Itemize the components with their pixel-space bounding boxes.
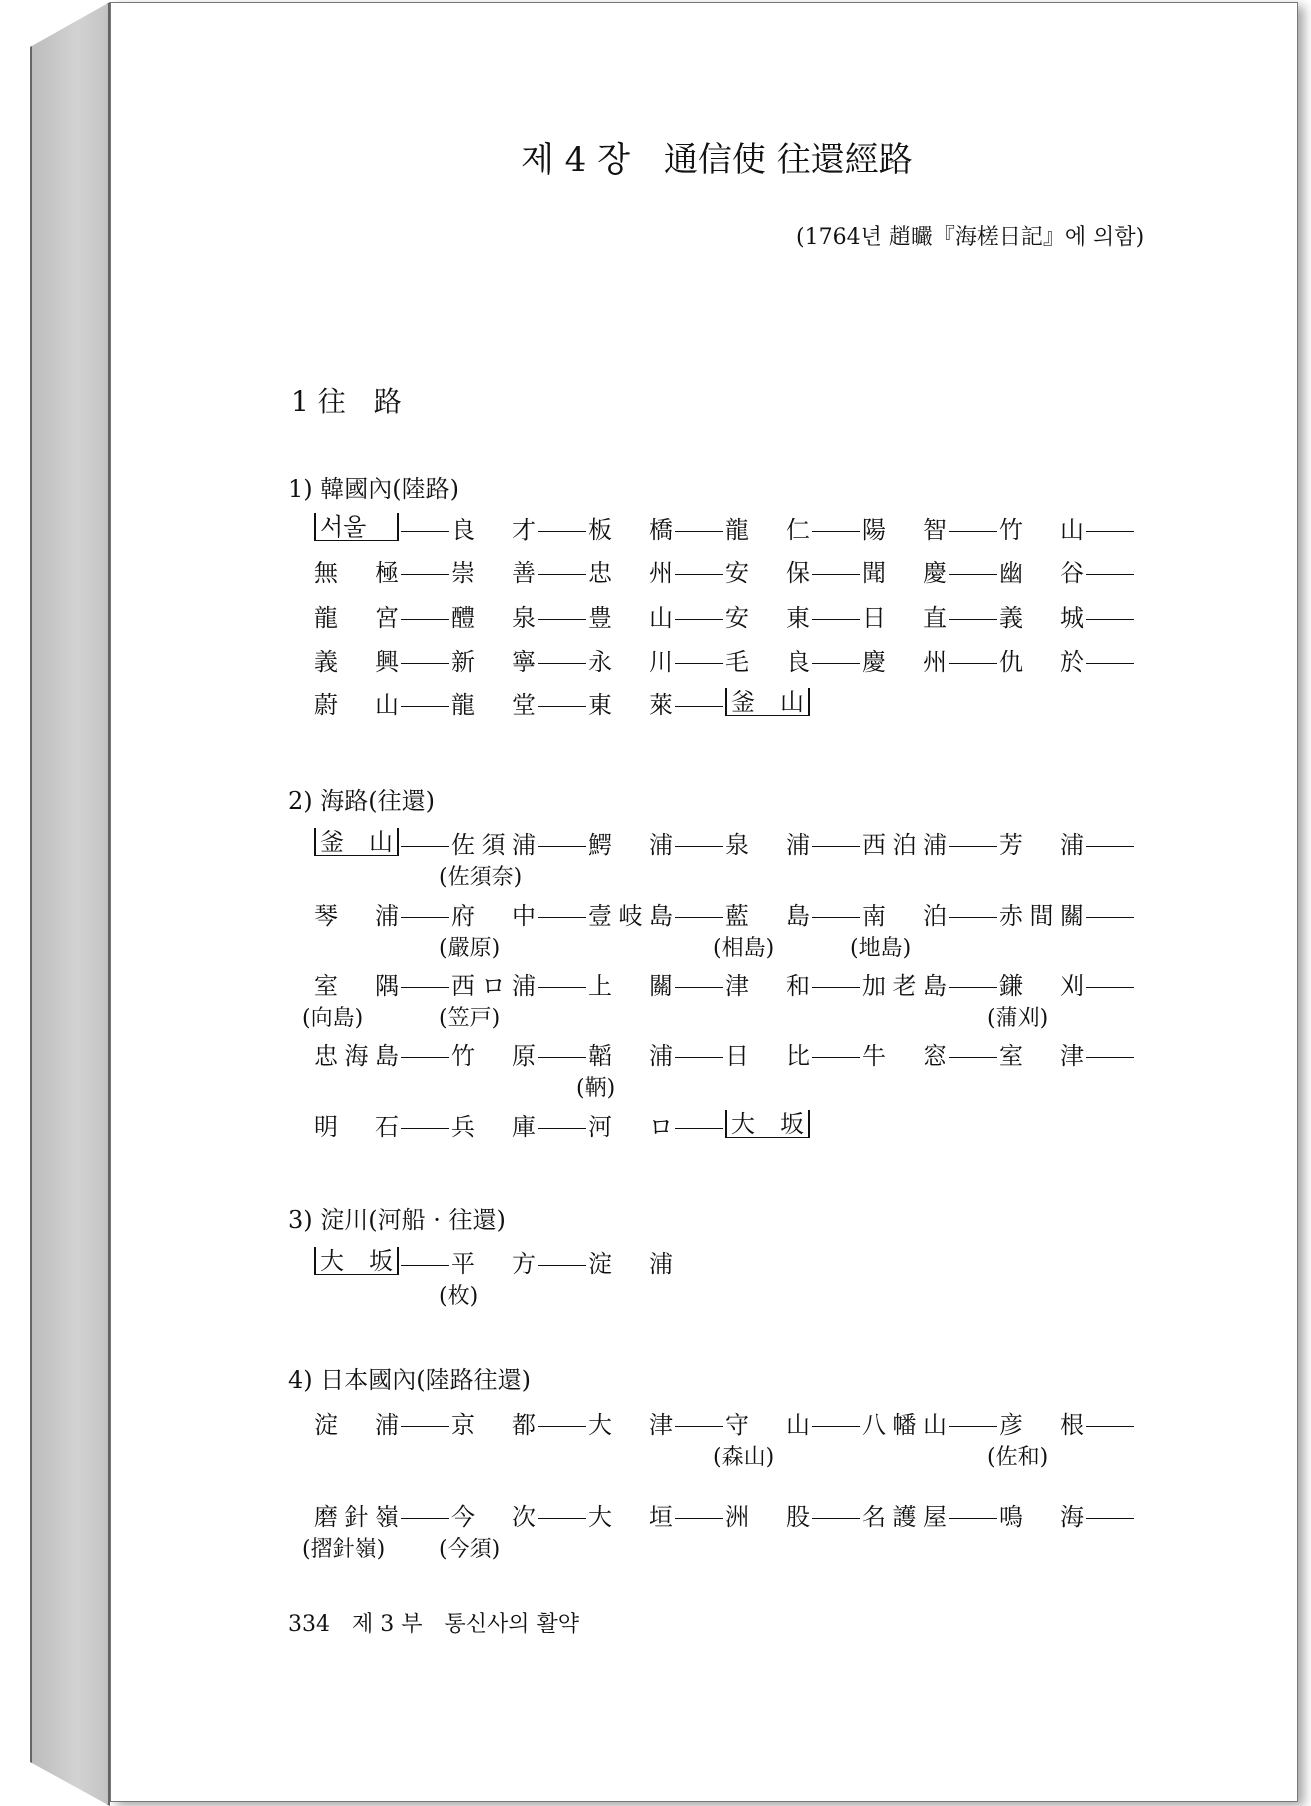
place-name: 大津 — [588, 1411, 673, 1439]
place-name: 壹岐島 — [588, 902, 673, 930]
place-name: 津和 — [725, 972, 810, 1000]
route-row — [302, 1503, 1254, 1562]
place-alt-name: (森山) — [713, 1445, 775, 1470]
place-name: 安東 — [725, 604, 810, 632]
place-alt-name: (佐和) — [987, 1445, 1049, 1470]
place-alt-name: (嚴原) — [439, 936, 501, 961]
place-name: 板橋 — [588, 516, 673, 544]
route-connector-line — [949, 987, 997, 988]
route-connector-line — [812, 531, 860, 532]
route-connector-line — [401, 846, 449, 847]
route-row — [302, 972, 1254, 1031]
place-name: 上關 — [588, 972, 673, 1000]
route-connector-line — [949, 531, 997, 532]
place-name: 醴泉 — [451, 604, 536, 632]
document-page — [110, 2, 1298, 1802]
route-connector-line — [538, 531, 586, 532]
route-connector-line — [538, 1057, 586, 1058]
route-connector-line — [401, 574, 449, 575]
route-row — [314, 1411, 1254, 1470]
place-name: 守山 — [725, 1411, 810, 1439]
place-name: 東萊 — [588, 691, 673, 719]
place-alt-name: (相島) — [713, 936, 775, 961]
subsection-heading: 1) 韓國內(陸路) — [288, 475, 459, 503]
route-connector-line — [538, 574, 586, 575]
route-connector-line — [812, 917, 860, 918]
route-connector-line — [1086, 1057, 1134, 1058]
route-connector-line — [538, 846, 586, 847]
place-name: 淀浦 — [588, 1250, 673, 1278]
place-name: 仇於 — [999, 648, 1084, 676]
place-name: 日直 — [862, 604, 947, 632]
place-name: 蔚山 — [314, 691, 399, 719]
route-connector-line — [1086, 663, 1134, 664]
place-name: 大垣 — [588, 1503, 673, 1531]
place-name: 兵庫 — [451, 1113, 536, 1141]
route-connector-line — [401, 663, 449, 664]
place-name: 室隅 — [314, 972, 399, 1000]
place-name: 忠州 — [588, 559, 673, 587]
place-name: 竹山 — [999, 516, 1084, 544]
route-connector-line — [1086, 917, 1134, 918]
place-name: 韜浦 — [588, 1042, 673, 1070]
route-row — [314, 902, 1254, 961]
boxed-place-name: 大坂 — [725, 1110, 810, 1138]
route-connector-line — [812, 1426, 860, 1427]
place-name: 芳浦 — [999, 831, 1084, 859]
subsection-heading: 4) 日本國內(陸路往還) — [288, 1366, 531, 1394]
place-name: 泉浦 — [725, 831, 810, 859]
route-connector-line — [401, 1265, 449, 1266]
route-connector-line — [675, 1426, 723, 1427]
route-connector-line — [675, 1128, 723, 1129]
place-name: 鎌刈 — [999, 972, 1084, 1000]
place-alt-name: (向島) — [302, 1006, 364, 1031]
route-connector-line — [812, 619, 860, 620]
route-connector-line — [1086, 1426, 1134, 1427]
boxed-place-name: 서울 — [314, 513, 399, 541]
route-connector-line — [1086, 846, 1134, 847]
place-name: 良才 — [451, 516, 536, 544]
place-name: 義興 — [314, 648, 399, 676]
route-row — [314, 1042, 1254, 1101]
place-name: 龍仁 — [725, 516, 810, 544]
place-name: 龍堂 — [451, 691, 536, 719]
boxed-place-name: 大坂 — [314, 1247, 399, 1275]
route-connector-line — [538, 1128, 586, 1129]
route-connector-line — [401, 1518, 449, 1519]
place-name: 毛良 — [725, 648, 810, 676]
route-connector-line — [812, 574, 860, 575]
place-name: 洲股 — [725, 1503, 810, 1531]
route-connector-line — [401, 1426, 449, 1427]
route-connector-line — [538, 917, 586, 918]
place-name: 慶州 — [862, 648, 947, 676]
place-name: 府中 — [451, 902, 536, 930]
place-alt-name: (摺針嶺) — [302, 1537, 386, 1562]
place-alt-name: (今須) — [439, 1537, 501, 1562]
route-connector-line — [812, 663, 860, 664]
place-name: 竹原 — [451, 1042, 536, 1070]
place-name: 明石 — [314, 1113, 399, 1141]
place-alt-name: (鞆) — [576, 1076, 616, 1101]
boxed-place-name: 釜山 — [725, 688, 810, 716]
place-name: 龍宮 — [314, 604, 399, 632]
place-name: 永川 — [588, 648, 673, 676]
place-name: 聞慶 — [862, 559, 947, 587]
place-alt-name: (地島) — [850, 936, 912, 961]
place-name: 牛窓 — [862, 1042, 947, 1070]
place-name: 藍島 — [725, 902, 810, 930]
route-connector-line — [812, 987, 860, 988]
route-connector-line — [675, 917, 723, 918]
place-name: 崇善 — [451, 559, 536, 587]
route-connector-line — [949, 619, 997, 620]
route-connector-line — [812, 1518, 860, 1519]
route-connector-line — [675, 1057, 723, 1058]
place-name: 加老島 — [862, 972, 947, 1000]
route-connector-line — [949, 1426, 997, 1427]
place-name: 淀浦 — [314, 1411, 399, 1439]
route-connector-line — [538, 619, 586, 620]
subsection-heading: 2) 海路(往還) — [288, 787, 435, 815]
source-note: (1764년 趙曮『海槎日記』에 의함) — [796, 225, 1145, 250]
route-row — [314, 1110, 1254, 1163]
place-name: 西泊浦 — [862, 831, 947, 859]
route-connector-line — [949, 663, 997, 664]
route-connector-line — [949, 1518, 997, 1519]
place-alt-name: (枚) — [439, 1284, 479, 1309]
route-row — [314, 561, 1254, 609]
place-name: 鰐浦 — [588, 831, 673, 859]
section-title: 1 往 路 — [291, 385, 402, 418]
place-alt-name: (蒲刈) — [987, 1006, 1049, 1031]
chapter-title: 제 4 장 通信使 往還經路 — [521, 140, 913, 180]
route-row — [314, 828, 1254, 890]
route-connector-line — [401, 706, 449, 707]
place-name: 今次 — [451, 1503, 536, 1531]
place-name: 安保 — [725, 559, 810, 587]
route-connector-line — [1086, 987, 1134, 988]
route-connector-line — [675, 619, 723, 620]
route-connector-line — [538, 987, 586, 988]
route-connector-line — [401, 917, 449, 918]
route-connector-line — [812, 1057, 860, 1058]
route-connector-line — [538, 706, 586, 707]
route-connector-line — [401, 1057, 449, 1058]
route-connector-line — [949, 846, 997, 847]
place-name: 赤間關 — [999, 902, 1084, 930]
route-connector-line — [401, 619, 449, 620]
route-connector-line — [538, 1426, 586, 1427]
route-connector-line — [538, 1265, 586, 1266]
place-alt-name: (佐須奈) — [439, 865, 523, 890]
boxed-place-name: 釜山 — [314, 828, 399, 856]
route-connector-line — [401, 531, 449, 532]
place-name: 義城 — [999, 604, 1084, 632]
route-row — [314, 1247, 1254, 1309]
place-name: 名護屋 — [862, 1503, 947, 1531]
place-name: 琴浦 — [314, 902, 399, 930]
place-name: 南泊 — [862, 902, 947, 930]
route-connector-line — [1086, 619, 1134, 620]
place-name: 河ロ — [588, 1113, 673, 1141]
place-name: 新寧 — [451, 648, 536, 676]
route-connector-line — [1086, 531, 1134, 532]
route-connector-line — [1086, 574, 1134, 575]
place-name: 日比 — [725, 1042, 810, 1070]
route-connector-line — [675, 706, 723, 707]
route-connector-line — [675, 846, 723, 847]
route-connector-line — [949, 1057, 997, 1058]
route-connector-line — [538, 663, 586, 664]
route-connector-line — [949, 917, 997, 918]
place-name: 平方 — [451, 1250, 536, 1278]
place-name: 西ロ浦 — [451, 972, 536, 1000]
place-name: 磨針嶺 — [314, 1503, 399, 1531]
place-name: 幽谷 — [999, 559, 1084, 587]
route-connector-line — [1086, 1518, 1134, 1519]
book-spine-edge — [30, 2, 110, 1806]
place-name: 鳴海 — [999, 1503, 1084, 1531]
place-name: 室津 — [999, 1042, 1084, 1070]
route-connector-line — [401, 1128, 449, 1129]
place-name: 京都 — [451, 1411, 536, 1439]
route-connector-line — [675, 1518, 723, 1519]
route-connector-line — [675, 574, 723, 575]
route-connector-line — [401, 987, 449, 988]
place-name: 忠海島 — [314, 1042, 399, 1070]
route-connector-line — [949, 574, 997, 575]
place-name: 豊山 — [588, 604, 673, 632]
place-name: 陽智 — [862, 516, 947, 544]
route-row — [314, 606, 1254, 654]
route-connector-line — [812, 846, 860, 847]
place-name: 八幡山 — [862, 1411, 947, 1439]
place-name: 佐須浦 — [451, 831, 536, 859]
route-connector-line — [675, 531, 723, 532]
place-name: 彦根 — [999, 1411, 1084, 1439]
route-connector-line — [538, 1518, 586, 1519]
place-alt-name: (笠戸) — [439, 1006, 501, 1031]
page-footer: 334 제 3 부 통신사의 활약 — [288, 1612, 579, 1637]
route-connector-line — [675, 987, 723, 988]
route-row — [314, 688, 1254, 741]
route-connector-line — [675, 663, 723, 664]
place-name: 無極 — [314, 559, 399, 587]
subsection-heading: 3) 淀川(河船 · 往還) — [288, 1206, 506, 1234]
